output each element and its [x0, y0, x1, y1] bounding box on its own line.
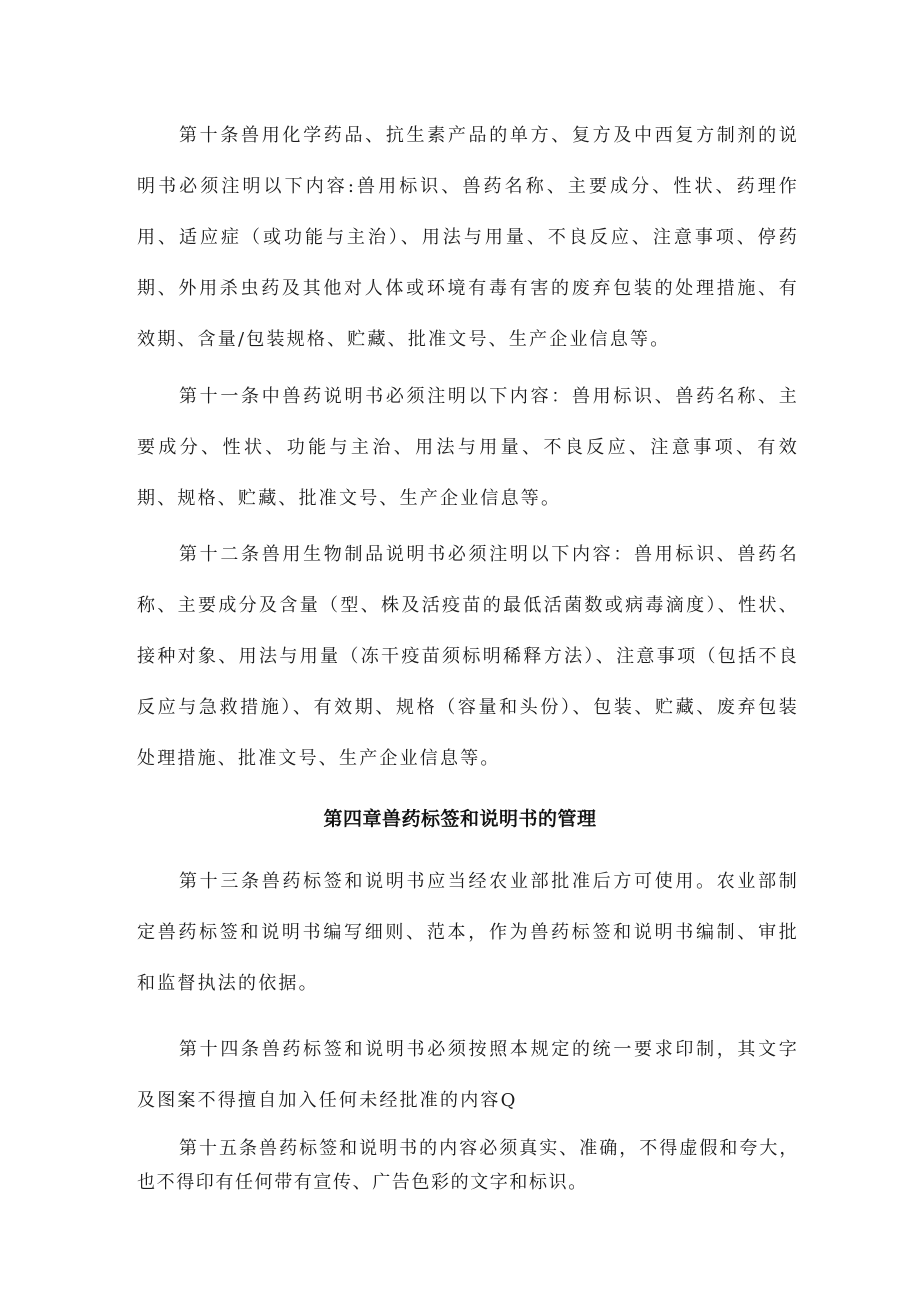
article-13-paragraph: 第十三条兽药标签和说明书应当经农业部批准后方可使用。农业部制定兽药标签和说明书编写细则、范本，作为兽药标签和说明书编制、审批和监督执法的依据。 — [137, 871, 799, 994]
article-11-paragraph: 第十一条中兽药说明书必须注明以下内容：兽用标识、兽药名称、主要成分、性状、功能与主治、用法与用量、不良反应、注意事项、有效期、规格、贮藏、批准文号、生产企业信息等。 — [137, 386, 799, 509]
article-12-paragraph: 第十二条兽用生物制品说明书必须注明以下内容：兽用标识、兽药名称、主要成分及含量（型、株及活疫苗的最低活菌数或病毒滴度）、性状、接种对象、用法与用量（冻干疫苗须标明稀释方法）、注意事项（包括不良反应与急救措施）、有效期、规格（容量和头份）、包装、贮藏、废弃包装处理措施、批准文号、生产企业信息等。 — [137, 544, 799, 769]
article-10-paragraph: 第十条兽用化学药品、抗生素产品的单方、复方及中西复方制剂的说明书必须注明以下内容:兽用标识、兽药名称、主要成分、性状、药理作用、适应症（或功能与主治）、用法与用量、不良反应、注意事项、停药期、外用杀虫药及其他对人体或环境有毒有害的废弃包装的处理措施、有效期、含量/包装规格、贮藏、批准文号、生产企业信息等。 — [137, 125, 799, 350]
article-14-paragraph: 第十四条兽药标签和说明书必须按照本规定的统一要求印制，其文字及图案不得擅自加入任何未经批准的内容Q — [137, 1039, 799, 1111]
article-15-paragraph: 第十五条兽药标签和说明书的内容必须真实、准确，不得虚假和夸大，也不得印有任何带有宣传、广告色彩的文字和标识。 — [137, 1138, 799, 1193]
chapter-heading: 第四章兽药标签和说明书的管理 — [323, 808, 597, 830]
